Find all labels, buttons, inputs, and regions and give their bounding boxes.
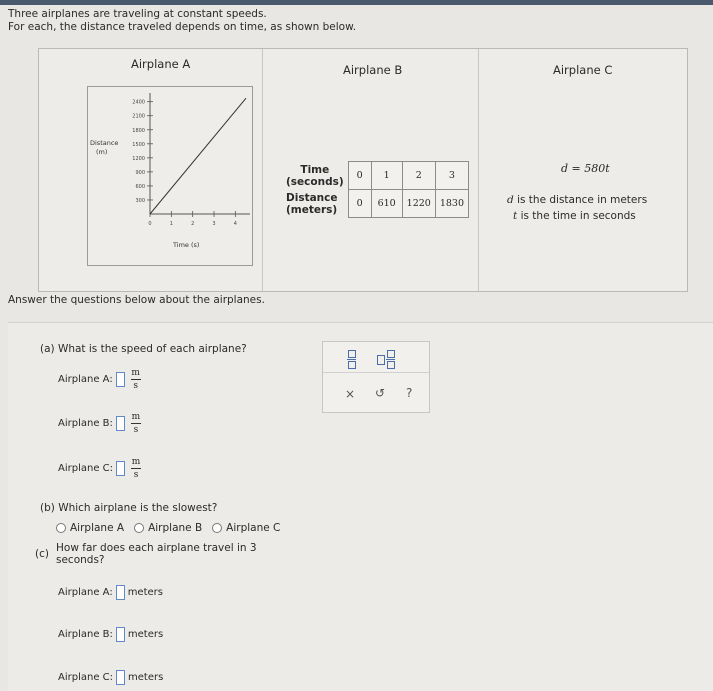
radio-airplane-c[interactable] [212,522,280,534]
x-tick-label: 4 [233,221,237,227]
y-tick-label: 2100 [132,113,145,120]
unit-m-per-s [131,412,141,435]
fraction-bar [131,423,141,424]
unit-numerator: m [131,412,141,422]
distance-line [150,98,246,214]
question-a-label: (a) What is the speed of each airplane? [40,343,247,355]
distance-a-input[interactable] [116,585,125,600]
desc-d-text: is the distance in meters [517,194,648,206]
help-icon[interactable]: ? [406,386,413,400]
unit-meters: meters [127,629,164,640]
undo-icon[interactable]: ↺ [375,386,386,400]
distance-row-a [58,585,163,600]
question-b-label: (b) Which airplane is the slowest? [40,502,218,514]
table-cell: 2 [402,162,435,190]
desc-t-text: is the time in seconds [520,210,636,222]
speed-a-input[interactable] [116,372,125,387]
distance-header-line2: (meters) [286,203,338,216]
distance-b-label: Airplane B: [58,629,113,640]
answer-prompt: Answer the questions below about the airplanes. [8,294,265,306]
var-t: t [513,210,518,222]
distance-row-header [282,190,348,218]
table-cell: 1220 [402,190,435,218]
fraction-bar [131,468,141,469]
x-tick-label: 2 [191,221,195,227]
distance-header-line1: Distance [286,191,338,204]
airplane-b-table [282,161,469,218]
speed-row-a [58,368,141,391]
table-cell: 610 [371,190,402,218]
airplane-a-graph [88,87,252,265]
distance-row-c [58,670,163,685]
unit-meters: meters [128,672,164,683]
radio-circle[interactable] [56,523,66,533]
unit-m-per-s [131,457,141,480]
speed-row-c [58,457,141,480]
time-header-line1: Time [300,163,330,176]
distance-c-input[interactable] [116,670,125,685]
y-axis-label-line1: Distance [90,139,119,147]
radio-airplane-a[interactable] [56,522,124,534]
time-row-header [282,162,348,190]
speed-b-label: Airplane B: [58,418,113,429]
y-tick-label: 1200 [132,155,145,162]
airplane-a-title: Airplane A [131,57,191,71]
intro-line-2: For each, the distance traveled depends on time, as shown below. [8,21,357,33]
math-toolbox [322,341,430,413]
y-tick-label: 1800 [132,127,145,134]
question-c-tag: (c) [35,548,49,560]
mixed-number-icon[interactable] [377,350,395,369]
radio-airplane-b[interactable] [134,522,202,534]
radio-label: Airplane A [70,522,125,534]
table-cell: 1 [371,162,402,190]
airplanes-panel [38,48,688,292]
panel-divider [262,49,263,291]
y-tick-label: 300 [135,197,145,204]
distance-c-label: Airplane C: [58,672,114,683]
distance-a-label: Airplane A: [58,587,113,598]
airplane-c-desc-t [513,210,636,222]
speed-a-label: Airplane A: [58,374,113,385]
unit-denominator: s [133,381,138,391]
var-d: d [507,194,514,206]
problem-intro [8,8,356,34]
speed-c-label: Airplane C: [58,463,114,474]
question-c-label [56,542,257,566]
fraction-icon[interactable] [347,350,356,369]
top-bar [0,0,713,5]
table-cell: 3 [435,162,468,190]
fraction-bar [131,379,141,380]
y-tick-label: 1500 [132,141,145,148]
radio-label: Airplane B [148,522,203,534]
radio-circle[interactable] [134,523,144,533]
unit-denominator: s [133,425,139,435]
unit-denominator: s [133,470,139,480]
table-cell: 1830 [435,190,468,218]
unit-numerator: m [131,457,141,467]
airplane-c-formula: d = 580t [561,162,610,175]
y-tick-label: 600 [135,183,145,190]
y-tick-label: 900 [135,169,145,176]
y-tick-label: 2400 [132,99,145,106]
speed-b-input[interactable] [116,416,125,431]
distance-b-input[interactable] [116,627,125,642]
toolbox-separator [323,372,429,373]
unit-meters: meters [127,587,163,598]
x-axis-label: Time (s) [173,241,200,249]
x-tick-label: 3 [212,221,216,227]
intro-line-1: Three airplanes are traveling at constant speeds. [8,8,267,20]
radio-circle[interactable] [212,523,222,533]
question-c-line2: seconds? [56,554,105,566]
unit-m-per-s [131,368,141,391]
x-tick-label: 0 [148,221,152,227]
clear-icon[interactable]: × [345,387,356,401]
distance-row-b [58,627,163,642]
radio-label: Airplane C [226,522,281,534]
airplane-c-desc-d [507,194,647,206]
speed-row-b [58,412,141,435]
y-axis-label-line2: (m) [96,148,108,156]
airplane-a-chart [87,86,253,266]
airplane-b-title: Airplane B [343,63,403,77]
x-tick-label: 1 [169,221,173,227]
distance-row [282,190,469,218]
time-header-line2: (seconds) [286,175,344,188]
table-cell: 0 [348,162,371,190]
speed-c-input[interactable] [116,461,125,476]
panel-divider [478,49,479,291]
time-row [282,162,469,190]
table-cell: 0 [348,190,371,218]
unit-numerator: m [131,368,140,378]
question-c-line1: How far does each airplane travel in 3 [56,542,257,554]
airplane-c-title: Airplane C [553,63,613,77]
slowest-options [56,522,290,534]
